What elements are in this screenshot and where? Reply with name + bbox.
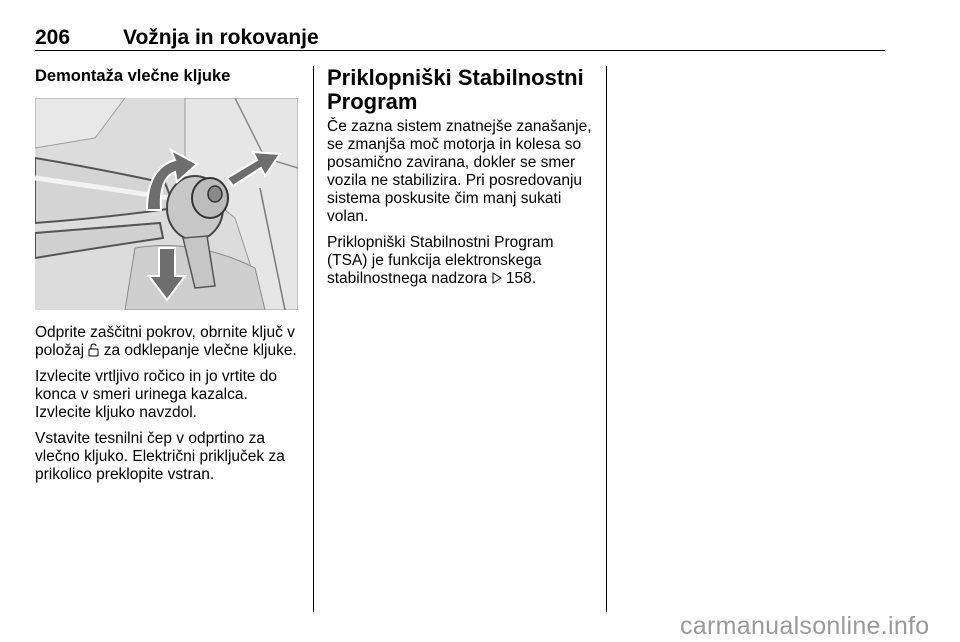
- chapter-title: Vožnja in rokovanje: [123, 26, 319, 49]
- middle-column: [327, 66, 592, 296]
- tow-bar-illustration: [35, 98, 298, 310]
- page-header: [35, 24, 885, 51]
- instruction-paragraph-2: Izvlecite vrtljivo ročico in jo vrtite do konca v smeri urinega kazalca. Izvlecite kljuko navzdol.: [35, 368, 278, 421]
- instruction-1-text-before: Odprite zaščitni pokrov, obrnite ključ v položaj: [35, 324, 295, 359]
- tsa-paragraph-2: [327, 234, 592, 288]
- tsa-paragraph-1: Če zazna sistem znatnejše zanašanje, se zmanjša moč motorja in kolesa so posamično zavirana, dokler se smer vozila ne stabilizira. Pri posredovanju sistema poskusite čim manj sukati volan.: [327, 118, 592, 225]
- tow-bar-drawing: [35, 98, 298, 310]
- unlock-symbol-icon: [88, 343, 99, 357]
- column-divider-2: [606, 66, 607, 612]
- watermark-text: carmanualsonline.info: [680, 612, 930, 640]
- section-title-tsa: Priklopniški Stabilnostni Program: [327, 65, 584, 114]
- instruction-1-text-after: za odklepanje vlečne kljuke.: [103, 342, 297, 359]
- instruction-paragraph-1: [35, 324, 300, 360]
- left-column: [35, 66, 300, 492]
- reference-page-link[interactable]: 158.: [505, 270, 537, 287]
- instruction-paragraph-3: Vstavite tesnilni čep v odprtino za vlečno kljuko. Električni priključek za prikolico preklopite vstran.: [35, 430, 285, 483]
- page-reference-icon: [492, 272, 502, 284]
- section-title-tow-bar-removal: Demontaža vlečne kljuke: [35, 67, 231, 85]
- tsa-paragraph-2-text: Priklopniški Stabilnostni Program (TSA) je funkcija elektronskega stabilnostnega nadzora: [327, 234, 554, 287]
- page-number: 206: [35, 26, 71, 49]
- column-divider-1: [313, 66, 314, 612]
